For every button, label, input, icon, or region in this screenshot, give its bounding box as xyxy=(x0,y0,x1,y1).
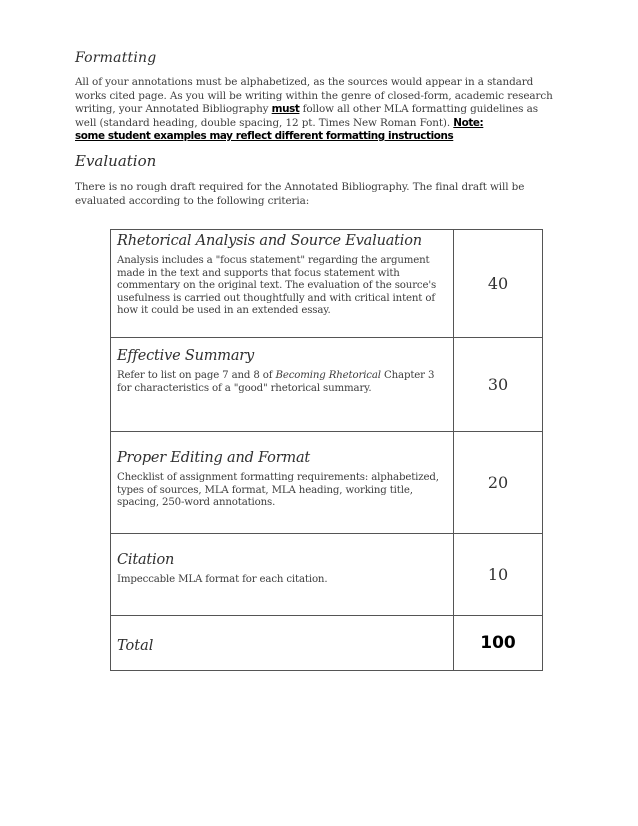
rubric-row-citation xyxy=(111,534,543,616)
formatting-paragraph xyxy=(75,76,553,144)
points-cell: 10 xyxy=(454,534,543,616)
total-points: 100 xyxy=(480,633,516,653)
points-cell: 30 xyxy=(454,338,543,432)
total-label: Total xyxy=(117,637,154,654)
total-label-cell xyxy=(111,616,454,671)
criterion-title: Rhetorical Analysis and Source Evaluation xyxy=(117,233,422,249)
criterion-description xyxy=(117,370,447,395)
criterion-description: Impeccable MLA format for each citation. xyxy=(117,574,328,585)
criterion-cell xyxy=(111,432,454,534)
summary-desc-1: Refer to list on page 7 and 8 of xyxy=(117,370,276,381)
criterion-title: Proper Editing and Format xyxy=(117,450,311,466)
book-title: Becoming Rhetorical xyxy=(275,370,381,381)
points-cell: 40 xyxy=(454,230,543,338)
criterion-description: Analysis includes a "focus statement" regarding the argument made in the text and supports that focus statement with commentary on the original text. The evaluation of the source's usefulness is carried out thoughtfully and with critical intent of how it could be used in an extended essay. xyxy=(117,255,437,316)
criterion-title: Citation xyxy=(117,552,175,568)
evaluation-heading: Evaluation xyxy=(75,152,157,170)
formatting-heading: Formatting xyxy=(75,50,157,66)
evaluation-paragraph: There is no rough draft required for the Annotated Bibliography. The final draft will be evaluated according to the following criteria: xyxy=(75,181,525,207)
criterion-description: Checklist of assignment formatting requirements: alphabetized, types of sources, MLA format, MLA heading, working title, spacing, 250-word annotations. xyxy=(117,472,439,508)
note-text: some student examples may reflect different formatting instructions xyxy=(75,130,454,142)
rubric-row-effective-summary xyxy=(111,338,543,432)
rubric-table xyxy=(110,229,543,671)
rubric-row-editing-format xyxy=(111,432,543,534)
criterion-cell xyxy=(111,338,454,432)
rubric-row-rhetorical-analysis xyxy=(111,230,543,338)
criterion-title: Effective Summary xyxy=(117,348,255,364)
formatting-text-1: All of your annotations must be alphabetized, as the sources would appear in a standard works cited page. As you will be writing within the genre of closed-form, academic research writing, your Annotated Bibliography xyxy=(75,76,553,115)
summary-desc-2: Chapter 3 for characteristics of a "good" rhetorical summary. xyxy=(117,370,435,394)
must-emphasis: must xyxy=(271,103,300,115)
rubric-row-total xyxy=(111,616,543,671)
total-points-cell xyxy=(454,616,543,671)
criterion-cell xyxy=(111,230,454,338)
criterion-cell xyxy=(111,534,454,616)
formatting-text-2: follow all other MLA formatting guidelines as well (standard heading, double spacing, 12 pt. Times New Roman Font). xyxy=(75,103,538,129)
points-cell: 20 xyxy=(454,432,543,534)
note-label: Note: xyxy=(453,116,484,129)
